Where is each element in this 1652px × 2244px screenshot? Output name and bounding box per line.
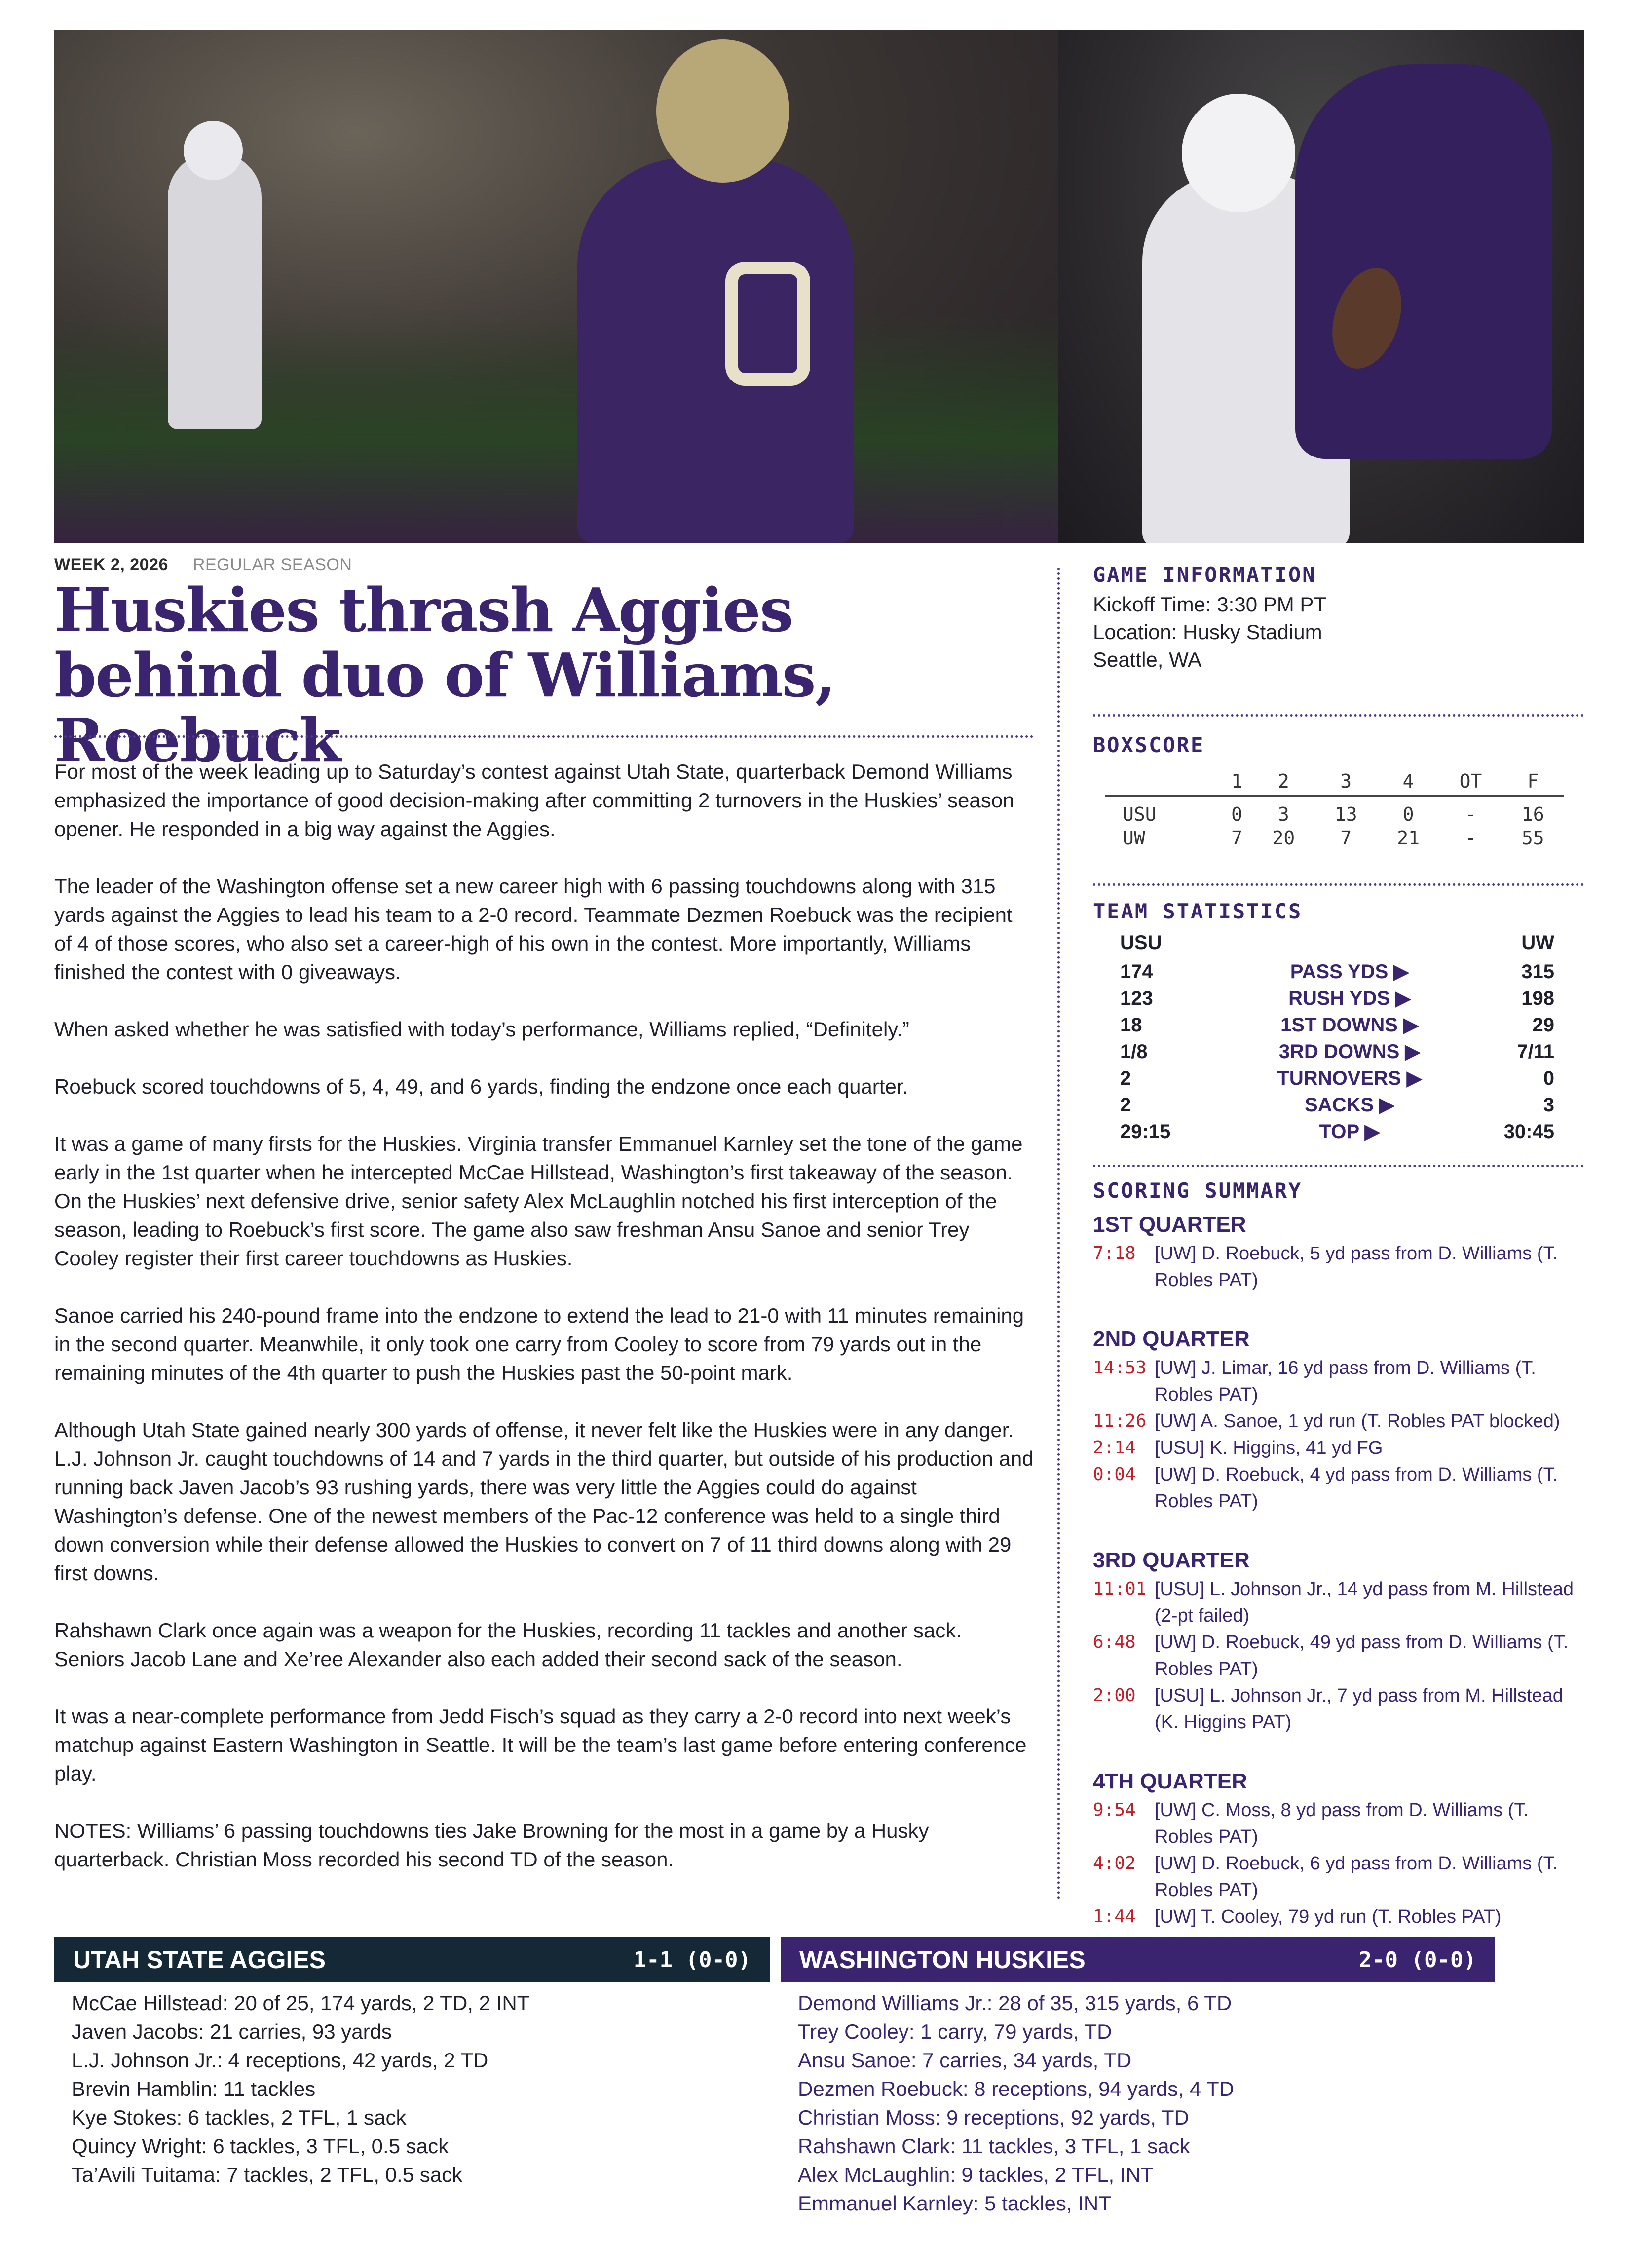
player-stat-line: Emmanuel Karnley: 5 tackles, INT (798, 2192, 1111, 2215)
boxscore-header: 3 (1315, 767, 1377, 796)
boxscore-cell: 0 (1231, 803, 1243, 825)
play-description: [USU] L. Johnson Jr., 14 yd pass from M. Hillstead (2-pt failed) (1155, 1579, 1574, 1626)
play-description: [UW] D. Roebuck, 49 yd pass from D. Williams (T. Robles PAT) (1155, 1632, 1569, 1679)
game-city: Seattle, WA (1093, 648, 1202, 671)
scoring-play (1093, 1435, 1586, 1461)
play-time: 1:44 (1093, 1906, 1136, 1927)
boxscore-cell: 7 (1340, 827, 1352, 849)
quarter-title: 3RD QUARTER (1093, 1548, 1250, 1572)
team-stats-title: TEAM STATISTICS (1093, 899, 1303, 923)
stat-row-1st-downs (1120, 1012, 1554, 1038)
article-kicker (54, 555, 352, 574)
play-description: [UW] A. Sanoe, 1 yd run (T. Robles PAT blocked) (1155, 1411, 1560, 1432)
headline (54, 574, 1036, 776)
boxscore-header-row (1105, 767, 1564, 796)
boxscore-cell: USU (1123, 803, 1157, 825)
qb-helmet-usu (1182, 94, 1295, 212)
game-photo-tackle (1058, 30, 1584, 543)
player-stat-line: Dezmen Roebuck: 8 receptions, 94 yards, 4 TD (798, 2077, 1234, 2100)
boxscore-row-uw (1105, 826, 1564, 850)
play-description: [UW] D. Roebuck, 5 yd pass from D. Williams (T. Robles PAT) (1155, 1243, 1558, 1291)
stat-label: TURNOVERS ▶ (1277, 1067, 1422, 1089)
player-stat-line: McCae Hillstead: 20 of 25, 174 yards, 2 TD, 2 INT (72, 1991, 530, 2015)
headline-line-1: Huskies thrash Aggies (54, 574, 793, 646)
stat-uw-value: 315 (1521, 960, 1554, 983)
article-paragraph: Although Utah State gained nearly 300 yards of offense, it never felt like the Huskies were in any danger. L.J. Johnson Jr. caught touchdowns of 14 and 7 yards in the third quarter, but outside of his production and running back Javen Jacob’s 93 rushing yards, there was very little the Aggies could do against Washington’s defense. One of the newest members of the Pac-12 conference was held to a single third down conversion while their defense allowed the Huskies to convert on 7 of 11 third downs along with 29 first downs. (54, 1418, 1034, 1585)
boxscore-header: F (1502, 767, 1564, 796)
play-description: [UW] J. Limar, 16 yd pass from D. Williams (T. Robles PAT) (1155, 1358, 1536, 1405)
section-divider (1093, 883, 1584, 886)
game-information (1093, 563, 1581, 674)
boxscore-row-usu (1105, 796, 1564, 827)
game-location: Location: Husky Stadium (1093, 620, 1322, 644)
team-record-usu: 1-1 (0-0) (633, 1947, 751, 1973)
player-stat-line: Ta’Avili Tuitama: 7 tackles, 2 TFL, 0.5 sack (72, 2163, 463, 2186)
player-stat-line: Ansu Sanoe: 7 carries, 34 yards, TD (798, 2049, 1132, 2072)
article-paragraph: Roebuck scored touchdowns of 5, 4, 49, and 6 yards, finding the endzone once each quarter. (54, 1075, 908, 1098)
player-helmet-uw (656, 39, 789, 183)
season-type-label: REGULAR SEASON (192, 555, 352, 574)
boxscore-cell: 7 (1231, 827, 1243, 849)
player-stat-line: Trey Cooley: 1 carry, 79 yards, TD (798, 2020, 1112, 2043)
play-description: [USU] K. Higgins, 41 yd FG (1155, 1438, 1383, 1458)
stat-uw-value: 7/11 (1517, 1040, 1554, 1063)
stat-label: 1ST DOWNS ▶ (1280, 1014, 1419, 1036)
team-name-usu: UTAH STATE AGGIES (73, 1946, 326, 1974)
stat-row-3rd-downs (1120, 1038, 1554, 1065)
boxscore-cell: 13 (1334, 803, 1357, 825)
play-time: 9:54 (1093, 1800, 1136, 1820)
article-paragraph: Rahshawn Clark once again was a weapon for the Huskies, recording 11 tackles and another sack. Seniors Jacob Lane and Xe’ree Alexander also each added their second sack of the season. (54, 1619, 962, 1671)
player-stats-uw (798, 1989, 1234, 2218)
article-paragraph: Sanoe carried his 240-pound frame into the endzone to extend the lead to 21-0 with 11 minutes remaining in the second quarter. Meanwhile, it only took one carry from Cooley to score from 79 yards out in the remaining minutes of the 4th quarter to push the Huskies past the 50-point mark. (54, 1304, 1024, 1384)
article-paragraph: When asked whether he was satisfied with today’s performance, Williams replied, “Definitely.” (54, 1018, 909, 1041)
play-description: [UW] C. Moss, 8 yd pass from D. Williams (T. Robles PAT) (1155, 1800, 1529, 1847)
scoring-play (1093, 1629, 1586, 1682)
game-info-title: GAME INFORMATION (1093, 563, 1316, 587)
stat-row-sacks (1120, 1092, 1554, 1118)
scoring-play (1093, 1408, 1586, 1435)
section-divider (1093, 1165, 1584, 1167)
play-time: 7:18 (1093, 1243, 1136, 1263)
stat-uw-value: 29 (1532, 1014, 1554, 1036)
player-stat-line: Javen Jacobs: 21 carries, 93 yards (72, 2020, 392, 2043)
boxscore-cell: 0 (1402, 803, 1414, 825)
boxscore-title: BOXSCORE (1093, 733, 1205, 757)
article-paragraph: NOTES: Williams’ 6 passing touchdowns ties Jake Browning for the most in a game by a Husky quarterback. Christian Moss recorded his second TD of the season. (54, 1819, 929, 1871)
stat-uw-value: 198 (1521, 987, 1554, 1009)
stat-row-turnovers (1120, 1065, 1554, 1092)
scoring-summary (1093, 1174, 1586, 1930)
play-time: 14:53 (1093, 1358, 1147, 1378)
player-stat-line: L.J. Johnson Jr.: 4 receptions, 42 yards, 2 TD (72, 2049, 488, 2072)
kickoff-time: Kickoff Time: 3:30 PM PT (1093, 593, 1327, 616)
section-divider (1093, 714, 1584, 717)
play-time: 2:14 (1093, 1438, 1136, 1458)
stat-uw-value: 0 (1543, 1067, 1554, 1089)
player-silhouette-uw (577, 158, 854, 543)
boxscore-cell: 20 (1272, 827, 1295, 849)
team-bar-uw (781, 1937, 1495, 1982)
scoring-play (1093, 1576, 1586, 1629)
boxscore-table (1105, 767, 1564, 850)
play-time: 4:02 (1093, 1853, 1136, 1873)
article-paragraph: The leader of the Washington offense set a new career high with 6 passing touchdowns along with 315 yards against the Aggies to lead his team to a 2-0 record. Teammate Dezmen Roebuck was the recipient of 4 of those scores, who also set a career-high of his own in the contest. More importantly, Williams finished the contest with 0 giveaways. (54, 875, 1013, 984)
player-stat-line: Demond Williams Jr.: 28 of 35, 315 yards, 6 TD (798, 1991, 1232, 2015)
quarter-title: 1ST QUARTER (1093, 1213, 1246, 1237)
stat-uw-value: 30:45 (1503, 1120, 1554, 1142)
article-paragraph: For most of the week leading up to Saturday’s contest against Utah State, quarterback Demond Williams emphasized the importance of good decision-making after committing 2 turnovers in the Huskies’ season opener. He responded in a big way against the Aggies. (54, 760, 1014, 840)
stat-usu-value: 18 (1120, 1014, 1142, 1036)
game-photo-celebration (54, 30, 1058, 543)
boxscore-header: 1 (1221, 767, 1252, 796)
stat-usu-value: 174 (1120, 960, 1153, 983)
player-helmet-usu (184, 121, 243, 180)
boxscore-cell: 55 (1521, 827, 1544, 849)
player-stats-usu (72, 1989, 529, 2189)
scoring-play (1093, 1903, 1586, 1930)
boxscore-cell: UW (1123, 827, 1145, 849)
stat-label: SACKS ▶ (1305, 1094, 1394, 1116)
stat-label: 3RD DOWNS ▶ (1278, 1041, 1421, 1063)
week-label: WEEK 2, 2026 (54, 555, 168, 574)
play-description: [UW] T. Cooley, 79 yd run (T. Robles PAT) (1155, 1906, 1502, 1927)
scoring-play (1093, 1240, 1586, 1293)
quarter-title: 4TH QUARTER (1093, 1769, 1247, 1793)
quarter-title: 2ND QUARTER (1093, 1327, 1250, 1351)
stat-row-pass-yds (1120, 958, 1554, 985)
boxscore-header: 2 (1252, 767, 1314, 796)
stat-label: TOP ▶ (1319, 1121, 1380, 1142)
player-stat-line: Christian Moss: 9 receptions, 92 yards, TD (798, 2106, 1189, 2129)
jersey-number (725, 262, 810, 386)
team-bar-usu (54, 1937, 770, 1982)
player-stat-line: Alex McLaughlin: 9 tackles, 2 TFL, INT (798, 2163, 1154, 2186)
stat-row-top (1120, 1118, 1554, 1145)
player-stat-line: Quincy Wright: 6 tackles, 3 TFL, 0.5 sack (72, 2134, 449, 2158)
boxscore-header: OT (1439, 767, 1502, 796)
play-description: [USU] L. Johnson Jr., 7 yd pass from M. Hillstead (K. Higgins PAT) (1155, 1685, 1563, 1733)
play-time: 11:26 (1093, 1411, 1147, 1431)
stats-team-usu: USU (1120, 932, 1162, 953)
player-stat-line: Brevin Hamblin: 11 tackles (72, 2077, 316, 2100)
scoring-summary-title: SCORING SUMMARY (1093, 1179, 1303, 1203)
boxscore-cell: 21 (1397, 827, 1420, 849)
headline-divider (54, 735, 1034, 738)
scoring-play (1093, 1850, 1586, 1903)
headline-line-2: behind duo of Williams, Roebuck (54, 640, 835, 776)
play-time: 2:00 (1093, 1685, 1136, 1706)
article-paragraph: It was a near-complete performance from Jedd Fisch’s squad as they carry a 2-0 record into next week’s matchup against Eastern Washington in Seattle. It will be the team’s last game before entering conference play. (54, 1705, 1027, 1785)
scoring-play (1093, 1797, 1586, 1850)
play-time: 11:01 (1093, 1579, 1147, 1599)
scoring-play (1093, 1461, 1586, 1515)
defender-silhouette-uw (1295, 64, 1552, 459)
stat-usu-value: 29:15 (1120, 1120, 1171, 1142)
team-name-uw: WASHINGTON HUSKIES (799, 1946, 1086, 1974)
stat-label: RUSH YDS ▶ (1288, 988, 1411, 1009)
play-description: [UW] D. Roebuck, 4 yd pass from D. Williams (T. Robles PAT) (1155, 1464, 1558, 1512)
boxscore-cell: - (1465, 827, 1476, 849)
stat-label: PASS YDS ▶ (1290, 961, 1409, 983)
player-stat-line: Rahshawn Clark: 11 tackles, 3 TFL, 1 sack (798, 2134, 1190, 2158)
stat-usu-value: 123 (1120, 987, 1153, 1009)
article-body (54, 758, 1034, 1902)
team-stats-table (1120, 932, 1554, 1145)
scoring-play (1093, 1355, 1586, 1408)
scoring-play (1093, 1682, 1586, 1736)
boxscore-header (1105, 767, 1221, 796)
stats-team-uw: UW (1521, 932, 1554, 953)
stat-usu-value: 2 (1120, 1094, 1131, 1116)
boxscore-cell: - (1465, 803, 1476, 825)
boxscore-cell: 3 (1277, 803, 1289, 825)
column-divider (1057, 568, 1060, 1900)
play-time: 6:48 (1093, 1632, 1136, 1652)
player-silhouette-usu (168, 153, 262, 429)
play-time: 0:04 (1093, 1464, 1136, 1484)
article-paragraph: It was a game of many firsts for the Huskies. Virginia transfer Emmanuel Karnley set the tone of the game early in the 1st quarter when he intercepted McCae Hillstead, Washington’s first takeaway of the season. On the Huskies’ next defensive drive, senior safety Alex McLaughlin notched his first interception of the season, leading to Roebuck’s first score. The game also saw freshman Ansu Sanoe and senior Trey Cooley register their first career touchdowns as Huskies. (54, 1132, 1023, 1270)
stat-row-rush-yds (1120, 985, 1554, 1012)
stat-usu-value: 1/8 (1120, 1040, 1148, 1063)
play-description: [UW] D. Roebuck, 6 yd pass from D. Williams (T. Robles PAT) (1155, 1853, 1558, 1901)
boxscore-header: 4 (1377, 767, 1439, 796)
team-stats-header (1120, 932, 1554, 958)
boxscore-cell: 16 (1521, 803, 1544, 825)
stat-usu-value: 2 (1120, 1067, 1131, 1089)
team-record-uw: 2-0 (0-0) (1358, 1947, 1476, 1973)
stat-uw-value: 3 (1543, 1094, 1554, 1116)
player-stat-line: Kye Stokes: 6 tackles, 2 TFL, 1 sack (72, 2106, 407, 2129)
